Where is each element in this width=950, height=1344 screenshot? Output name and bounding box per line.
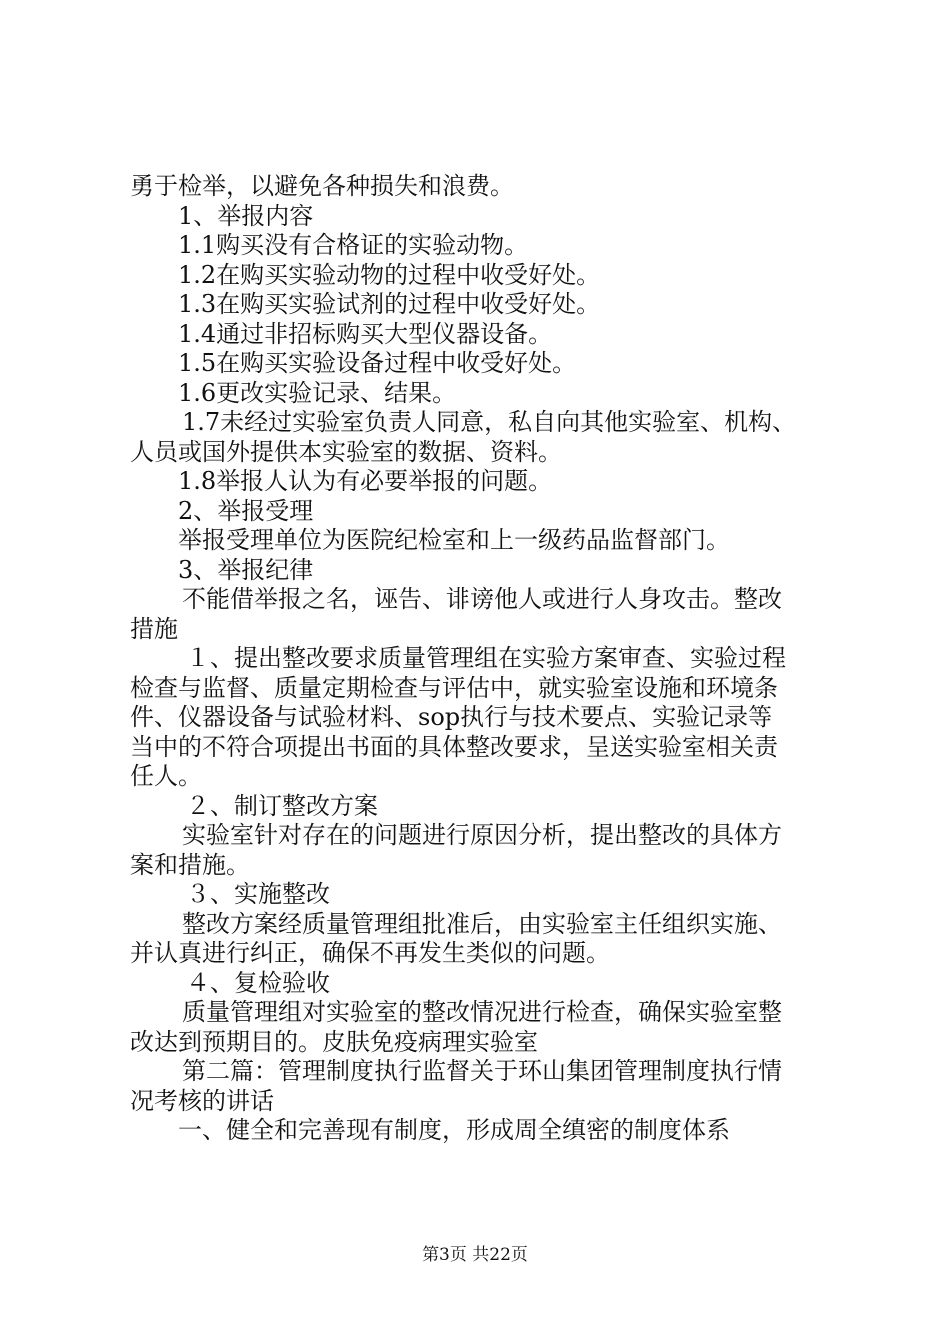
page-footer: 第3页 共22页	[422, 1245, 528, 1265]
text-line: 改达到预期目的。皮肤免疫病理实验室	[130, 1027, 538, 1056]
text-line: 整改方案经质量管理组批准后，由实验室主任组织实施、	[182, 909, 782, 938]
text-line: 1.4通过非招标购买大型仪器设备。	[178, 319, 553, 348]
text-line: 一、健全和完善现有制度，形成周全缜密的制度体系	[178, 1116, 730, 1144]
text-line: 不能借举报之名，诬告、诽谤他人或进行人身攻击。整改	[182, 585, 782, 613]
text-line: 1、举报内容	[178, 201, 314, 230]
text-line: 1.5在购买实验设备过程中收受好处。	[178, 349, 577, 377]
text-line: 1.7未经过实验室负责人同意，私自向其他实验室、机构、	[182, 408, 797, 436]
text-line: ２、制订整改方案	[186, 791, 378, 820]
text-line: 人员或国外提供本实验室的数据、资料。	[130, 437, 562, 466]
text-line: 实验室针对存在的问题进行原因分析，提出整改的具体方	[182, 821, 782, 849]
text-line: 件、仪器设备与试验材料、sop执行与技术要点、实验记录等	[130, 703, 773, 731]
text-line: 第二篇：管理制度执行监督关于环山集团管理制度执行情	[182, 1057, 782, 1085]
text-line: 举报受理单位为医院纪检室和上一级药品监督部门。	[178, 526, 730, 554]
text-line: １、提出整改要求质量管理组在实验方案审查、实验过程	[186, 644, 786, 672]
text-line: 检查与监督、质量定期检查与评估中，就实验室设施和环境条	[130, 673, 778, 702]
document-body	[130, 172, 835, 1146]
text-line: 1.1购买没有合格证的实验动物。	[178, 231, 529, 259]
text-line: 措施	[130, 614, 178, 643]
text-line: 1.8举报人认为有必要举报的问题。	[178, 467, 553, 495]
text-line: 案和措施。	[130, 850, 250, 879]
text-line: ３、实施整改	[186, 880, 330, 908]
text-line: 况考核的讲话	[130, 1086, 274, 1115]
text-line: 2、举报受理	[178, 496, 314, 525]
text-line: 1.2在购买实验动物的过程中收受好处。	[178, 260, 601, 289]
text-line: 1.6更改实验记录、结果。	[178, 378, 457, 407]
text-line: 任人。	[130, 762, 202, 790]
text-line: 1.3在购买实验试剂的过程中收受好处。	[178, 290, 601, 318]
text-line: 质量管理组对实验室的整改情况进行检查，确保实验室整	[182, 998, 782, 1026]
text-line: 当中的不符合项提出书面的具体整改要求，呈送实验室相关责	[130, 732, 778, 761]
text-line: ４、复检验收	[186, 968, 330, 997]
text-line: 并认真进行纠正，确保不再发生类似的问题。	[130, 939, 610, 967]
text-line: 勇于检举，以避免各种损失和浪费。	[130, 172, 514, 200]
text-line: 3、举报纪律	[178, 555, 314, 584]
